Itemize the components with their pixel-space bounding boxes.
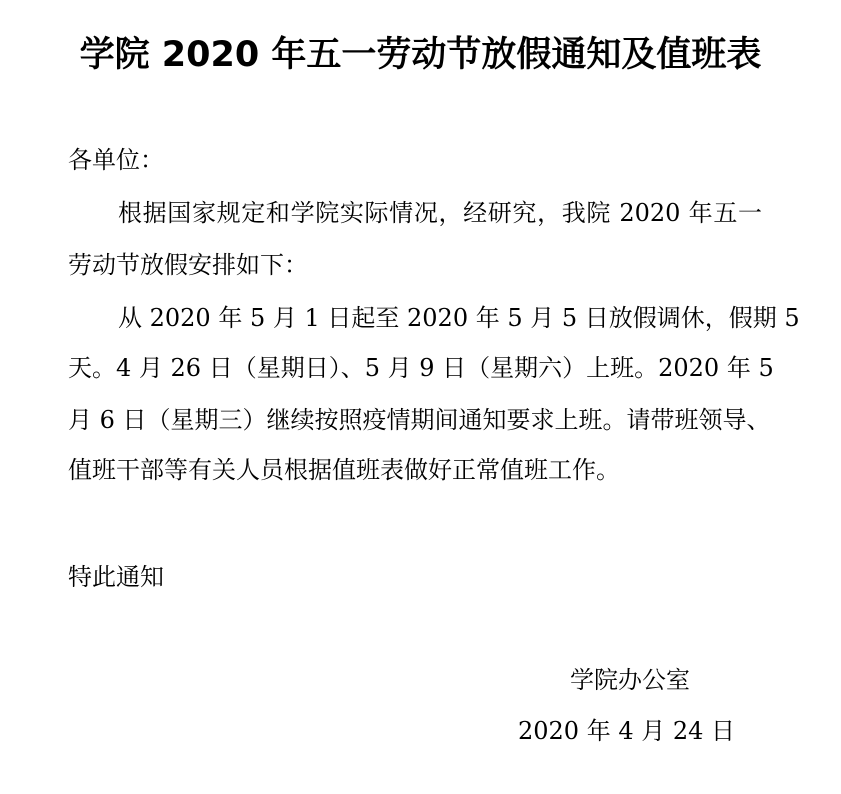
paragraph-line: 月 6 日（星期三）继续按照疫情期间通知要求上班。请带班领导、 [68, 406, 771, 434]
paragraph-line: 根据国家规定和学院实际情况，经研究，我院 2020 年五一 [118, 199, 762, 227]
paragraph-line: 从 2020 年 5 月 1 日起至 2020 年 5 月 5 日放假调休，假期 5 [118, 304, 800, 332]
document-title: 学院 2020 年五一劳动节放假通知及值班表 [79, 35, 762, 75]
paragraph-line: 值班干部等有关人员根据值班表做好正常值班工作。 [68, 456, 620, 484]
salutation: 各单位： [68, 146, 164, 174]
closing-text: 特此通知 [68, 563, 164, 591]
signature-issuer: 学院办公室 [570, 666, 690, 694]
paragraph-line: 劳动节放假安排如下： [68, 251, 308, 279]
paragraph-line: 天。4 月 26 日（星期日）、5 月 9 日（星期六）上班。2020 年 5 [68, 354, 774, 382]
signature-date: 2020 年 4 月 24 日 [518, 717, 736, 745]
